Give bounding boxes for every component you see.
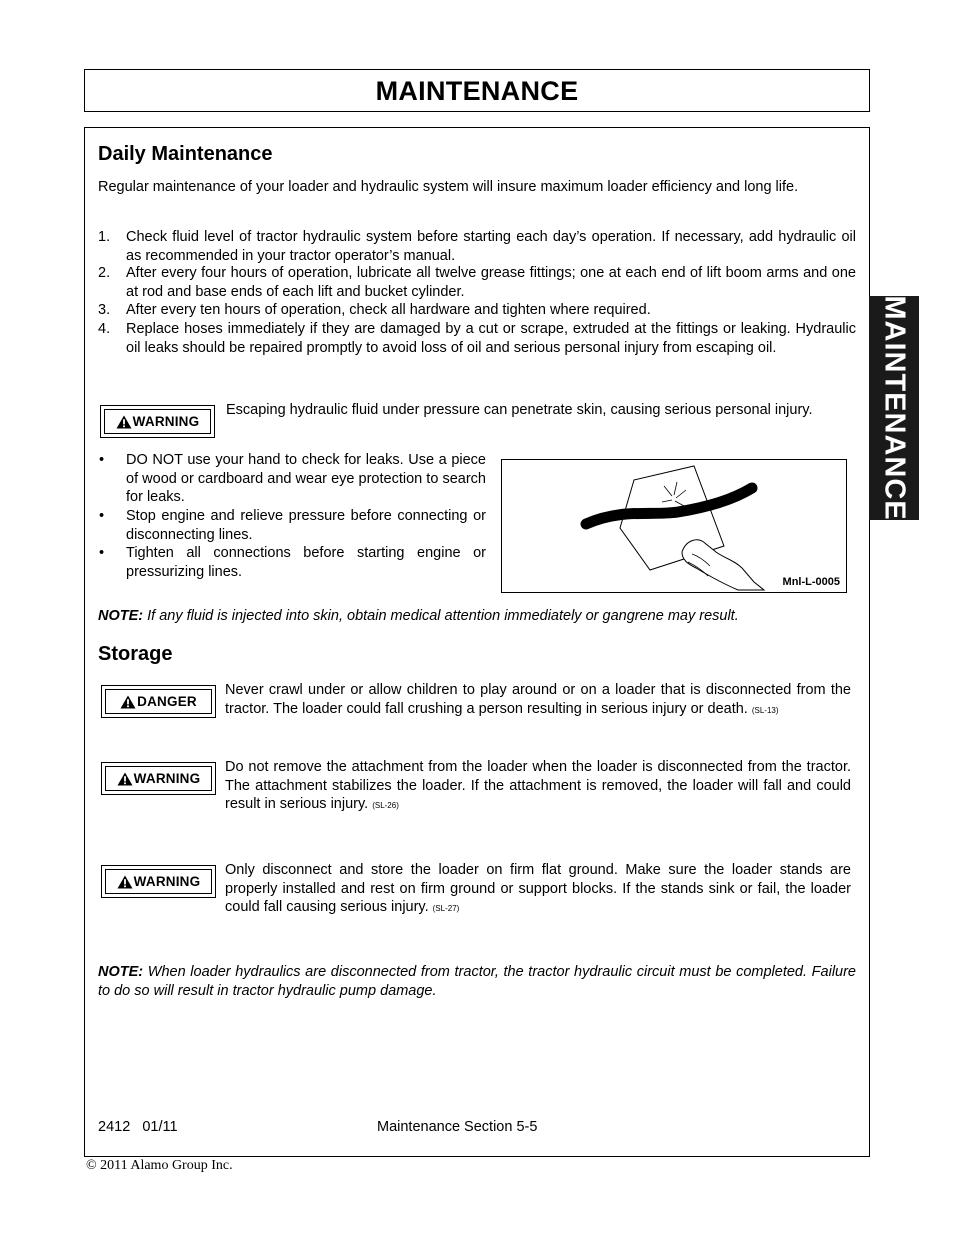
note-label: NOTE: [98, 608, 144, 624]
badge-label: WARNING [133, 874, 201, 889]
side-tab-label: MAINTENANCE [878, 295, 911, 521]
safety-message: Do not remove the attachment from the loader when the loader is disconnected from the tractor. The attachment stabilizes the loader. If the attachment is removed, the loader will fall and could result in serious injury. [225, 759, 851, 813]
bullet-mark: • [99, 452, 105, 468]
leak-check-illustration [501, 459, 847, 593]
warning-text [225, 861, 851, 919]
warning-text [225, 758, 851, 816]
badge-label: DANGER [137, 694, 197, 709]
list-item-number: 2. [98, 265, 111, 281]
note-text: When loader hydraulics are disconnected from tractor, the tractor hydraulic circuit must be completed. Failure to do so will result in tractor hydraulic pump damage. [98, 964, 856, 999]
copyright-notice: © 2011 Alamo Group Inc. [86, 1158, 233, 1173]
warning-badge [101, 762, 216, 795]
safety-message: Never crawl under or allow children to play around or on a loader that is disconnected from the tractor. The loader could fall crushing a person resulting in serious injury or death. [225, 682, 851, 717]
daily-intro: Regular maintenance of your loader and hydraulic system will insure maximum loader efficiency and long life. [98, 179, 799, 195]
warning-badge [101, 865, 216, 898]
note-text: If any fluid is injected into skin, obtain medical attention immediately or gangrene may result. [143, 608, 739, 624]
safety-code: (SL-27) [432, 904, 460, 914]
safety-code: (SL-26) [372, 801, 399, 811]
alert-triangle-icon [116, 415, 132, 429]
injection-note [98, 607, 858, 626]
hydraulics-note [98, 963, 856, 1000]
list-item-number: 4. [98, 321, 111, 337]
alert-triangle-icon [117, 772, 133, 786]
list-item-number: 3. [98, 302, 111, 318]
page-header [84, 69, 870, 112]
storage-heading: Storage [98, 643, 173, 665]
bullet-mark: • [99, 508, 105, 524]
list-item: After every four hours of operation, lubricate all twelve grease fittings; one at each end of lift boom arms and one at rod and base ends of each lift and bucket cylinder. [126, 265, 856, 300]
warning-badge [100, 405, 215, 438]
danger-badge [101, 685, 216, 718]
bullet-item: Tighten all connections before starting engine or pressurizing lines. [126, 545, 486, 580]
badge-label: WARNING [133, 771, 201, 786]
page-title: MAINTENANCE [375, 76, 579, 106]
bullet-mark: • [99, 545, 105, 561]
hand-cardboard-hose-drawing [502, 460, 846, 592]
safety-code: (SL-13) [751, 705, 779, 715]
safety-message: Only disconnect and store the loader on firm flat ground. Make sure the loader stands are properly installed and rest on firm ground or support blocks. If the stands sink or fail, the loader could fall causing serious injury. [225, 862, 851, 916]
danger-text [225, 681, 851, 720]
illustration-label: Mnl-L-0005 [782, 576, 840, 588]
footer-section: Maintenance Section 5-5 [377, 1119, 538, 1135]
badge-label: WARNING [132, 414, 200, 429]
list-item-number: 1. [98, 229, 111, 245]
list-item: After every ten hours of operation, check all hardware and tighten where required. [126, 302, 651, 318]
list-item: Check fluid level of tractor hydraulic system before starting each day’s operation. If necessary, add hydraulic oil as recommended in your tractor operator’s manual. [126, 229, 856, 264]
footer-doc-number: 2412 01/11 [98, 1119, 178, 1135]
section-side-tab [869, 296, 919, 520]
daily-maintenance-heading: Daily Maintenance [98, 143, 273, 165]
alert-triangle-icon [117, 875, 133, 889]
list-item: Replace hoses immediately if they are damaged by a cut or scrape, extruded at the fittings or leaking. Hydraulic oil leaks should be repaired promptly to avoid loss of oil and serious personal injury from escaping oil. [126, 321, 856, 356]
bullet-item: Stop engine and relieve pressure before connecting or disconnecting lines. [126, 508, 486, 543]
bullet-item: DO NOT use your hand to check for leaks. Use a piece of wood or cardboard and wear eye protection to search for leaks. [126, 452, 486, 506]
note-label: NOTE: [98, 964, 144, 980]
warning-text: Escaping hydraulic fluid under pressure can penetrate skin, causing serious personal injury. [226, 402, 813, 418]
alert-triangle-icon [120, 695, 136, 709]
